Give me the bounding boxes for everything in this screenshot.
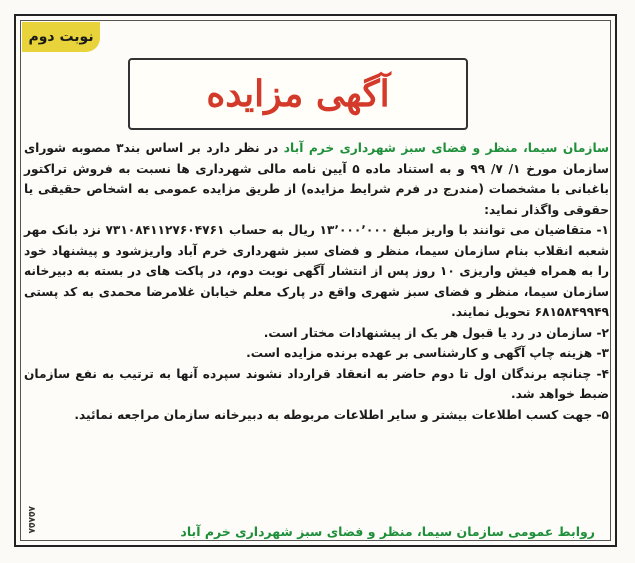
footer-signature: روابط عمومی سازمان سیما، منظر و فضای سبز شهرداری خرم آباد [180, 524, 595, 539]
condition-item-2: ۲- سازمان در رد یا قبول هر یک از پیشنهادات مختار است. [263, 325, 609, 340]
condition-item-4: ۴- چنانچه برندگان اول تا دوم حاضر به انعقاد قرارداد نشوند سپرده آنها به ترتیب به نفع سازمان ضبط خواهد شد. [24, 366, 609, 401]
notice-body [24, 138, 609, 425]
condition-item-3: ۳- هزینه چاپ آگهی و کارشناسی بر عهده برنده مزایده است. [246, 346, 609, 360]
second-round-badge: نوبت دوم [22, 22, 100, 52]
side-code: ۸۵۸۵۸ [26, 505, 36, 533]
organization-name: سازمان سیما، منظر و فضای سبز شهرداری خرم آباد [283, 141, 610, 155]
title-box [128, 58, 468, 130]
intro-paragraph [24, 138, 609, 220]
intro-text: در نظر دارد بر اساس بند۳ مصوبه شورای سازمان مورخ ۱/ ۷/ ۹۹ و به استناد ماده ۵ آیین نامه مالی شهرداری ها نسبت به فروش تراکتور باغبانی با مشخصات (مندرج در فرم شرایط مزایده) از طریق مزایده عمومی به اشخاص حقیقی یا حقوقی واگذار نماید: [24, 141, 610, 217]
condition-item-1: ۱- متقاضیان می توانند با واریز مبلغ ۱۳٬۰۰۰٬۰۰۰ ریال به حساب ۷۳۱۰۸۴۱۱۲۷۶۰۴۷۶۱ نزد بانک مهر شعبه انقلاب بنام سازمان سیما، منظر و فضای سبز شهرداری خرم آباد واریزشود و پیشنهاد خود را به همراه فیش واریزی ۱۰ روز پس از انتشار آگهی نوبت دوم، در پاکت های در بسته به دبیرخانه سازمان سیما، منظر و فضای سبز شهری واقع در پارک معلم خیابان غلامرضا محمدی به کد پستی ۶۸۱۵۸۴۹۹۴۹ تحویل نمایند. [24, 223, 609, 319]
condition-item-5: ۵- جهت کسب اطلاعات بیشتر و سایر اطلاعات مربوطه به دبیرخانه سازمان مراجعه نمائید. [74, 407, 609, 422]
page-title: آگهی مزایده [206, 73, 390, 115]
